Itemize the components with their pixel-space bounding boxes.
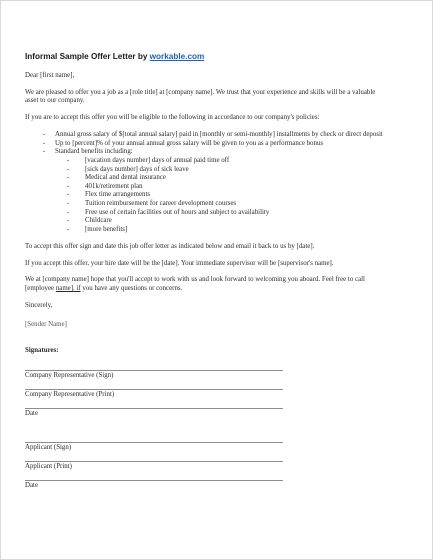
list-item-standard-benefits xyxy=(25,148,385,234)
benefits-sublist xyxy=(55,157,385,234)
closing-underlined-text: name]. if xyxy=(55,285,81,293)
rep-date-label: Date xyxy=(25,409,39,417)
closing-text-1: We at [company name] hope that you'll accept to work with us and look forward to welcoming you aboard. Feel free to call [employee xyxy=(25,276,365,293)
applicant-sign-line xyxy=(25,442,283,453)
sublist-item-insurance: - Medical and dental insurance xyxy=(55,174,385,183)
title-prefix: Informal Sample Offer Letter by xyxy=(25,52,150,61)
hire-date-paragraph: If you accept this offer, your hire date will be the [date]. Your immediate supervisor will be [supervisor's name]. xyxy=(25,259,334,267)
sender-name: [Sender Name] xyxy=(25,320,67,328)
eligibility-paragraph: If you are to accept this offer you will be eligible to the following in accordance to our company's policies: xyxy=(25,114,320,122)
greeting: Dear [first name], xyxy=(25,72,75,79)
sublist-item-sick-leave: - [sick days number] days of sick leave xyxy=(55,166,385,175)
list-item-salary: - Annual gross salary of $[total annual salary] paid in [monthly or semi-monthly] installments by check or direct deposit xyxy=(25,131,385,140)
sublist-item-more: - [more benefits] xyxy=(55,226,385,235)
sublist-item-flex-time: - Flex time arrangements xyxy=(55,191,385,200)
rep-sign-label: Company Representative (Sign) xyxy=(25,371,114,379)
offer-terms-list xyxy=(25,131,385,234)
letter-content xyxy=(25,52,385,499)
rep-sign-line xyxy=(25,370,283,381)
signatures-heading: Signatures: xyxy=(25,347,59,355)
sublist-item-tuition: - Tuition reimbursement for career development courses xyxy=(55,200,385,209)
rep-date-line xyxy=(25,408,283,419)
applicant-date-line xyxy=(25,480,283,491)
closing-paragraph xyxy=(25,276,385,293)
intro-paragraph: We are pleased to offer you a job as a [role title] at [company name]. We trust that your experience and skills will be a valuable asset to our company. xyxy=(25,88,376,105)
sublist-item-childcare: - Childcare xyxy=(55,217,385,226)
applicant-sign-label: Applicant (Sign) xyxy=(25,443,72,451)
sublist-item-vacation: - [vacation days number] days of annual paid time off xyxy=(55,157,385,166)
sublist-item-facilities: - Free use of certain facilities out of hours and subject to availability xyxy=(55,209,385,218)
standard-benefits-label: Standard benefits including: xyxy=(55,148,133,156)
list-item-bonus: - Up to [percent]% of your annual annual gross salary will be given to you as a performance bonus xyxy=(25,140,385,149)
document-title xyxy=(25,52,385,62)
rep-print-label: Company Representative (Print) xyxy=(25,390,115,398)
workable-link[interactable]: workable.com xyxy=(149,52,205,61)
applicant-print-line xyxy=(25,461,283,472)
sublist-item-retirement: - 401k/retirement plan xyxy=(55,183,385,192)
signoff: Sincerely, xyxy=(25,301,53,309)
applicant-print-label: Applicant (Print) xyxy=(25,462,72,470)
applicant-date-label: Date xyxy=(25,481,39,489)
rep-print-line xyxy=(25,389,283,400)
closing-text-2: you have any questions or concerns. xyxy=(80,285,183,293)
accept-instructions: To accept this offer sign and date this job offer letter as indicated below and email it back to us by [date]. xyxy=(25,242,315,250)
